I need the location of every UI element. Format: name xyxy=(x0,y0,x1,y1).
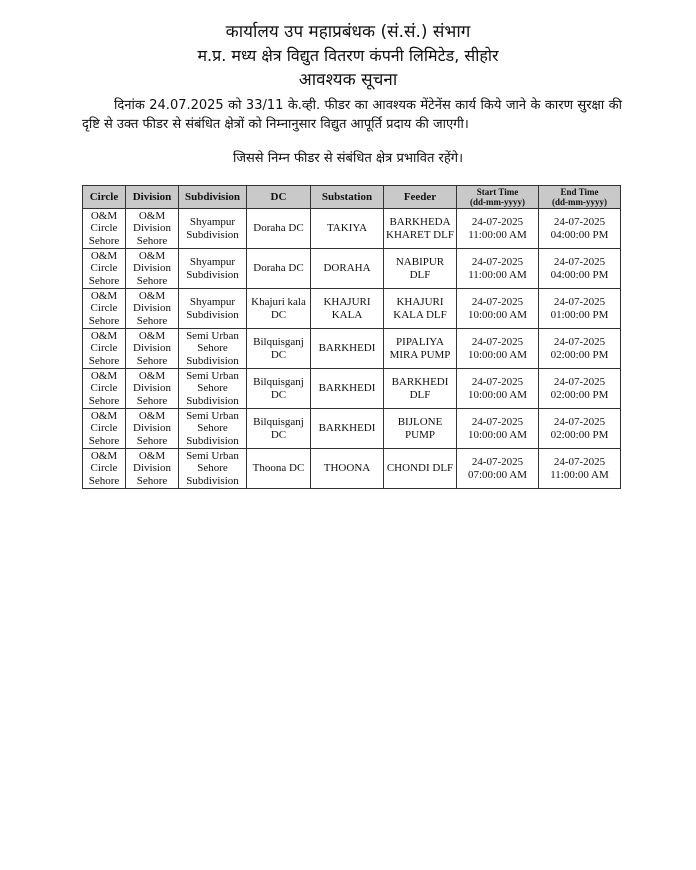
cell-feeder: NABIPUR DLF xyxy=(384,249,457,289)
cell-subdivision: Semi Urban Sehore Subdivision xyxy=(179,369,247,409)
cell-dc: Bilquisganj DC xyxy=(247,409,311,449)
cell-end-time: 01:00:00 PM xyxy=(550,308,609,321)
cell-circle: O&M Circle Sehore xyxy=(83,289,126,329)
cell-dc: Bilquisganj DC xyxy=(247,329,311,369)
cell-end xyxy=(539,369,621,409)
cell-end-date: 24-07-2025 xyxy=(553,216,606,228)
cell-dc: Khajuri kala DC xyxy=(247,289,311,329)
cell-start-date: 24-07-2025 xyxy=(471,216,524,228)
cell-end-time: 02:00:00 PM xyxy=(550,388,609,401)
cell-substation: TAKIYA xyxy=(311,209,384,249)
cell-end-time: 02:00:00 PM xyxy=(550,348,609,361)
cell-end xyxy=(539,249,621,289)
header-circle: Circle xyxy=(83,186,126,209)
cell-circle: O&M Circle Sehore xyxy=(83,209,126,249)
company-name: म.प्र. मध्य क्षेत्र विद्युत वितरण कंपनी लिमिटेड, सीहोर xyxy=(197,46,499,65)
cell-start-date: 24-07-2025 xyxy=(471,456,524,468)
cell-subdivision: Shyampur Subdivision xyxy=(179,289,247,329)
cell-start-time: 10:00:00 AM xyxy=(468,388,527,401)
cell-end xyxy=(539,289,621,329)
cell-start-time: 10:00:00 AM xyxy=(468,428,527,441)
cell-start-date: 24-07-2025 xyxy=(471,336,524,348)
cell-circle: O&M Circle Sehore xyxy=(83,249,126,289)
cell-end-time: 04:00:00 PM xyxy=(550,268,609,281)
cell-start-time: 10:00:00 AM xyxy=(468,308,527,321)
cell-division: O&M Division Sehore xyxy=(126,249,179,289)
table-row xyxy=(83,369,621,409)
cell-start-date: 24-07-2025 xyxy=(471,376,524,388)
cell-subdivision: Shyampur Subdivision xyxy=(179,249,247,289)
cell-division: O&M Division Sehore xyxy=(126,409,179,449)
cell-end-time: 11:00:00 AM xyxy=(550,468,609,481)
cell-start-time: 11:00:00 AM xyxy=(468,228,527,241)
shutdown-schedule-table xyxy=(82,185,621,489)
cell-substation: BARKHEDI xyxy=(311,369,384,409)
table-row xyxy=(83,329,621,369)
table-row xyxy=(83,249,621,289)
cell-division: O&M Division Sehore xyxy=(126,449,179,489)
cell-start-date: 24-07-2025 xyxy=(471,256,524,268)
cell-substation: THOONA xyxy=(311,449,384,489)
cell-circle: O&M Circle Sehore xyxy=(83,409,126,449)
cell-dc: Bilquisganj DC xyxy=(247,369,311,409)
cell-end-date: 24-07-2025 xyxy=(553,416,606,428)
office-title: कार्यालय उप महाप्रबंधक (सं.सं.) संभाग xyxy=(225,22,471,42)
cell-circle: O&M Circle Sehore xyxy=(83,369,126,409)
cell-substation: BARKHEDI xyxy=(311,409,384,449)
cell-division: O&M Division Sehore xyxy=(126,209,179,249)
cell-division: O&M Division Sehore xyxy=(126,329,179,369)
header-start-time xyxy=(457,186,539,209)
header-end-format: (dd-mm-yyyy) xyxy=(552,197,607,207)
table-header-row xyxy=(83,186,621,209)
cell-circle: O&M Circle Sehore xyxy=(83,329,126,369)
header-end-time-label: End Time xyxy=(560,187,599,197)
cell-end-date: 24-07-2025 xyxy=(553,256,606,268)
cell-start xyxy=(457,209,539,249)
notice-subline: जिससे निम्न फीडर से संबंधित क्षेत्र प्रभावित रहेंगे। xyxy=(233,151,463,166)
cell-dc: Doraha DC xyxy=(247,209,311,249)
header-dc: DC xyxy=(247,186,311,209)
cell-end-date: 24-07-2025 xyxy=(553,336,606,348)
table-row xyxy=(83,409,621,449)
cell-end-date: 24-07-2025 xyxy=(553,376,606,388)
cell-division: O&M Division Sehore xyxy=(126,369,179,409)
table-row xyxy=(83,449,621,489)
cell-start xyxy=(457,409,539,449)
cell-substation: DORAHA xyxy=(311,249,384,289)
cell-start-date: 24-07-2025 xyxy=(471,296,524,308)
cell-end-date: 24-07-2025 xyxy=(553,456,606,468)
notice-title: आवश्यक सूचना xyxy=(298,70,398,90)
cell-start xyxy=(457,329,539,369)
cell-start-time: 11:00:00 AM xyxy=(468,268,527,281)
cell-start xyxy=(457,369,539,409)
header-substation: Substation xyxy=(311,186,384,209)
cell-start-time: 10:00:00 AM xyxy=(468,348,527,361)
cell-start-date: 24-07-2025 xyxy=(471,416,524,428)
cell-feeder: KHAJURI KALA DLF xyxy=(384,289,457,329)
cell-end xyxy=(539,209,621,249)
cell-feeder: CHONDI DLF xyxy=(384,449,457,489)
cell-division: O&M Division Sehore xyxy=(126,289,179,329)
notice-paragraph: दिनांक 24.07.2025 को 33/11 के.व्ही. फीडर का आवश्यक मेंटेनेंस कार्य किये जाने के कारण सुरक्षा की दृष्टि से उक्त फीडर से संबंधित क्षेत्रों को निम्नानुसार विद्युत आपूर्ति प्रदाय की जाएगी। xyxy=(82,98,622,132)
cell-dc: Thoona DC xyxy=(247,449,311,489)
header-feeder: Feeder xyxy=(384,186,457,209)
cell-end xyxy=(539,329,621,369)
header-subdivision: Subdivision xyxy=(179,186,247,209)
cell-subdivision: Shyampur Subdivision xyxy=(179,209,247,249)
cell-feeder: PIPALIYA MIRA PUMP xyxy=(384,329,457,369)
cell-circle: O&M Circle Sehore xyxy=(83,449,126,489)
cell-substation: KHAJURI KALA xyxy=(311,289,384,329)
cell-end xyxy=(539,409,621,449)
cell-end-time: 02:00:00 PM xyxy=(550,428,609,441)
cell-end-date: 24-07-2025 xyxy=(553,296,606,308)
header-end-time xyxy=(539,186,621,209)
cell-feeder: BIJLONE PUMP xyxy=(384,409,457,449)
cell-start-time: 07:00:00 AM xyxy=(468,468,527,481)
cell-subdivision: Semi Urban Sehore Subdivision xyxy=(179,409,247,449)
header-division: Division xyxy=(126,186,179,209)
cell-end-time: 04:00:00 PM xyxy=(550,228,609,241)
header-start-format: (dd-mm-yyyy) xyxy=(470,197,525,207)
cell-end xyxy=(539,449,621,489)
cell-start xyxy=(457,289,539,329)
cell-start xyxy=(457,249,539,289)
cell-substation: BARKHEDI xyxy=(311,329,384,369)
cell-subdivision: Semi Urban Sehore Subdivision xyxy=(179,449,247,489)
table-row xyxy=(83,289,621,329)
table-row xyxy=(83,209,621,249)
cell-feeder: BARKHEDI DLF xyxy=(384,369,457,409)
header-start-time-label: Start Time xyxy=(476,187,519,197)
cell-start xyxy=(457,449,539,489)
cell-subdivision: Semi Urban Sehore Subdivision xyxy=(179,329,247,369)
cell-dc: Doraha DC xyxy=(247,249,311,289)
cell-feeder: BARKHEDA KHARET DLF xyxy=(384,209,457,249)
